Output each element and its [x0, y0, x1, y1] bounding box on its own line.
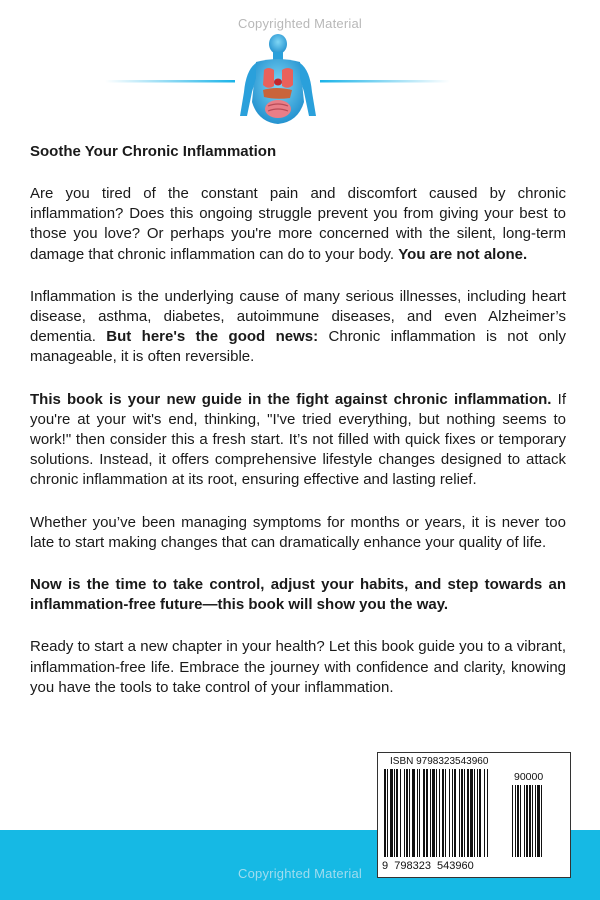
barcode-bar — [432, 769, 435, 857]
paragraph-5-bold: Now is the time to take control, adjust your habits, and step towards an inflammation-free future—this book will show you the way. — [30, 576, 566, 614]
barcode-bar — [467, 769, 469, 857]
barcode-bar — [452, 769, 453, 857]
barcode-addon-bar — [520, 785, 521, 857]
barcode-addon-bar — [529, 785, 531, 857]
barcode-bar — [400, 769, 401, 857]
barcode-addon-bar — [541, 785, 542, 857]
paragraph-4 — [30, 513, 566, 553]
barcode-bar — [487, 769, 488, 857]
barcode-bar — [417, 769, 418, 857]
barcode-bar — [426, 769, 428, 857]
barcode-bar — [406, 769, 408, 857]
barcode-bar — [461, 769, 463, 857]
barcode-addon-bar — [512, 785, 513, 857]
barcode-bar — [423, 769, 425, 857]
barcode-bar — [477, 769, 478, 857]
paragraph-2-tail: Chronic inflammation is not only manageable, it is often reversible. — [30, 328, 567, 366]
barcode-addon-bar — [532, 785, 533, 857]
barcode-bar — [459, 769, 460, 857]
barcode-bar — [470, 769, 473, 857]
paragraph-3 — [30, 390, 566, 491]
barcode-addon-bar — [526, 785, 528, 857]
paragraph-6-text: Ready to start a new chapter in your health? Let this book guide you to a vibrant, inflammation-free life. Embrace the journey with confidence and clarity, knowing you have the tools to take control of your inflammation. — [30, 638, 566, 696]
paragraph-5 — [30, 575, 566, 615]
barcode-bar — [430, 769, 431, 857]
watermark-top: Copyrighted Material — [238, 16, 362, 31]
barcode-bars — [378, 753, 570, 877]
barcode-bar — [449, 769, 450, 857]
barcode-addon-bar — [535, 785, 536, 857]
barcode-bar — [436, 769, 437, 857]
barcode-bar — [394, 769, 395, 857]
barcode-addon-bar — [517, 785, 519, 857]
isbn-label: ISBN 9798323543960 — [390, 756, 489, 767]
barcode-bar — [387, 769, 388, 857]
barcode-bar — [479, 769, 481, 857]
barcode-bar — [484, 769, 485, 857]
isbn-barcode — [377, 752, 571, 878]
header-line-right — [320, 80, 450, 83]
paragraph-4-text: Whether you’ve been managing symptoms for months or years, it is never too late to start making changes that can dramatically enhance your quality of life. — [30, 513, 566, 551]
header-line-left — [105, 80, 235, 83]
barcode-bar — [404, 769, 405, 857]
header-graphic — [0, 30, 600, 130]
paragraph-3-bold-lead: This book is your new guide in the fight against chronic inflammation. — [30, 390, 552, 408]
barcode-bar — [384, 769, 386, 857]
paragraph-2-bold-mid: But here's the good news: — [106, 328, 319, 346]
book-description — [30, 142, 566, 720]
price-code: 90000 — [514, 771, 544, 783]
paragraph-3-text: If you're at your wit's end, thinking, "I've tried everything, but nothing seems to work!" then consider this a fresh start. It’s not filled with quick fixes or temporary solutions. Instead, it offers comprehensive lifestyle changes designed to attack chronic inflammation at its root, ensuring effective and lasting relief. — [30, 390, 566, 489]
barcode-bar — [454, 769, 456, 857]
paragraph-2 — [30, 287, 566, 368]
isbn-digits: 9 798323 543960 — [382, 860, 474, 872]
barcode-bar — [464, 769, 465, 857]
paragraph-1-text: Are you tired of the constant pain and discomfort caused by chronic inflammation? Does this ongoing struggle prevent you from giving your best to those you love? Or perhaps you're more concerned with the silent, long-term damage that chronic inflammation can do to your body. — [30, 185, 566, 263]
barcode-bar — [409, 769, 410, 857]
paragraph-1 — [30, 184, 566, 265]
barcode-bar — [442, 769, 444, 857]
barcode-bar — [445, 769, 446, 857]
section-title: Soothe Your Chronic Inflammation — [30, 143, 277, 160]
barcode-addon-bar — [515, 785, 516, 857]
human-body-organs-icon — [240, 34, 316, 124]
paragraph-1-bold-tail: You are not alone. — [398, 245, 528, 263]
barcode-bar — [439, 769, 440, 857]
barcode-bar — [396, 769, 398, 857]
paragraph-2-text: Inflammation is the underlying cause of many serious illnesses, including heart disease, asthma, diabetes, autoimmune diseases, and even Alzheimer’s dementia. — [30, 287, 566, 346]
watermark-bottom: Copyrighted Material — [238, 866, 362, 881]
barcode-addon-bar — [524, 785, 525, 857]
barcode-addon-bar — [537, 785, 540, 857]
barcode-bar — [474, 769, 475, 857]
barcode-bar — [419, 769, 420, 857]
barcode-bar — [412, 769, 415, 857]
paragraph-6 — [30, 637, 566, 698]
barcode-bar — [390, 769, 393, 857]
